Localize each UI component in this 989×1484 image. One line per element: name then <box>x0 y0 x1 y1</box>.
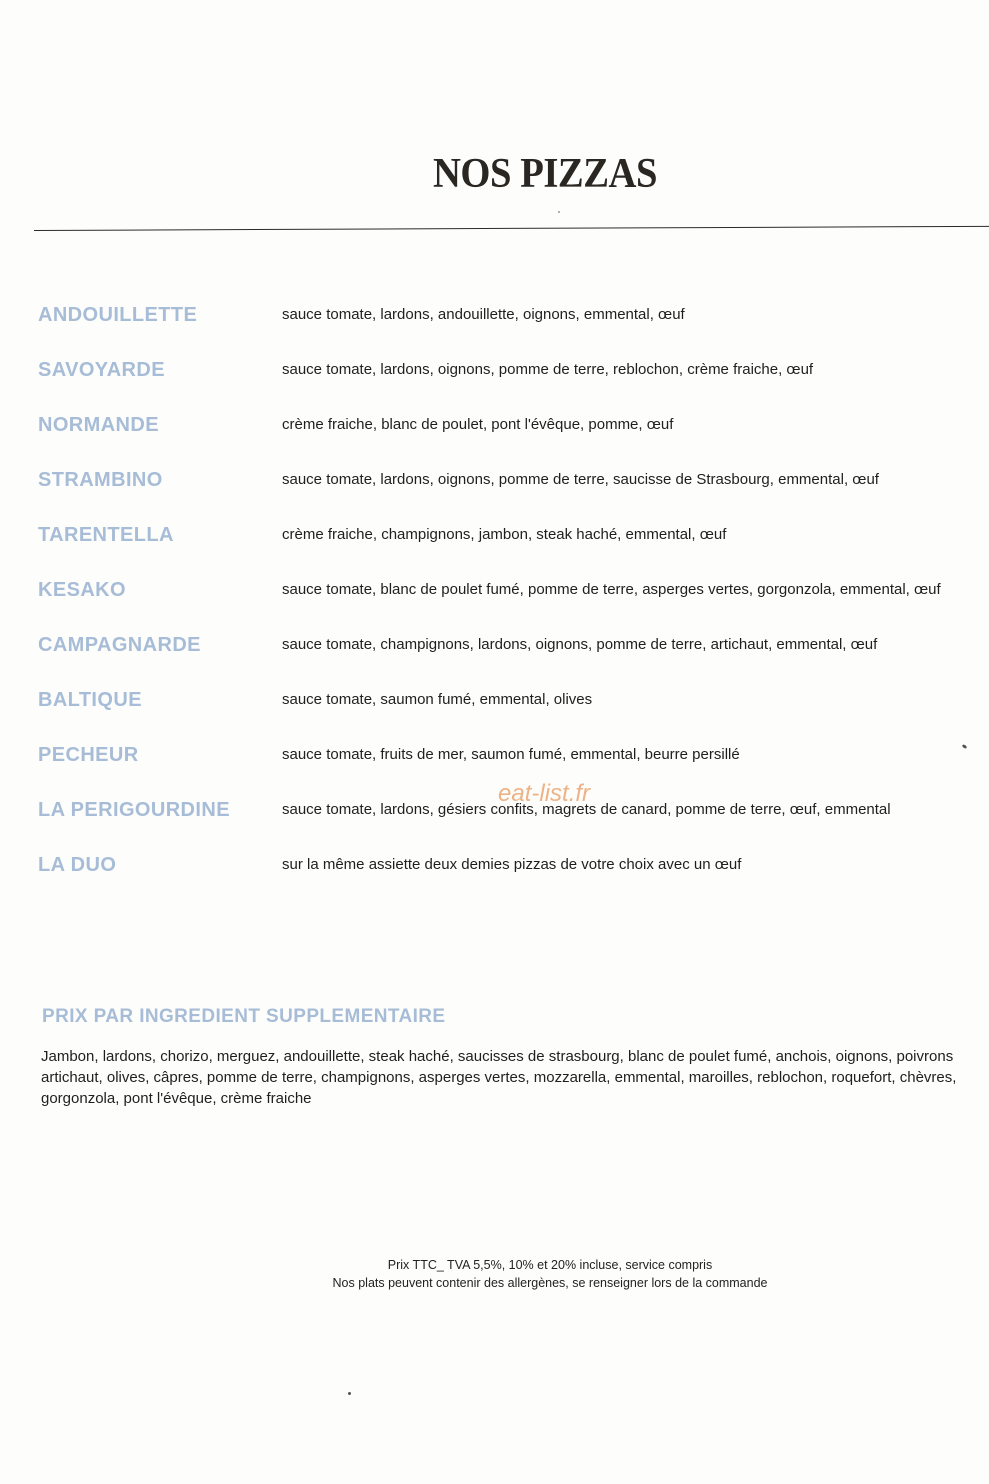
extras-line: artichaut, olives, câpres, pomme de terre, champignons, asperges vertes, mozzarella, emmental, maroilles, reblochon, roquefort, chèvres, <box>41 1069 957 1086</box>
pizza-description: crème fraiche, blanc de poulet, pont l'évêque, pomme, œuf <box>282 416 674 433</box>
menu-item <box>0 465 989 520</box>
title-divider <box>34 226 989 231</box>
page-title: NOS PIZZAS <box>432 151 658 197</box>
menu-item <box>0 355 989 410</box>
menu-item <box>0 795 989 850</box>
menu-item <box>0 520 989 575</box>
pizza-name: KESAKO <box>38 579 126 601</box>
pizza-name: PECHEUR <box>38 744 139 766</box>
pizza-description: sauce tomate, champignons, lardons, oignons, pomme de terre, artichaut, emmental, œuf <box>282 636 878 653</box>
pizza-description: sauce tomate, fruits de mer, saumon fumé, emmental, beurre persillé <box>282 746 740 763</box>
menu-item <box>0 685 989 740</box>
extras-line: Jambon, lardons, chorizo, merguez, andouillette, steak haché, saucisses de strasbourg, blanc de poulet fumé, anchois, oignons, poivrons <box>41 1048 954 1065</box>
menu-item <box>0 740 989 795</box>
pizza-description: sauce tomate, lardons, oignons, pomme de terre, reblochon, crème fraiche, œuf <box>282 361 814 378</box>
pizza-name: BALTIQUE <box>38 689 142 711</box>
watermark: eat-list.fr <box>498 780 591 807</box>
extras-title: PRIX PAR INGREDIENT SUPPLEMENTAIRE <box>42 1006 446 1027</box>
pizza-description: sauce tomate, blanc de poulet fumé, pomme de terre, asperges vertes, gorgonzola, emmental, œuf <box>282 581 941 598</box>
menu-item <box>0 575 989 630</box>
menu-item <box>0 300 989 355</box>
pizza-name: STRAMBINO <box>38 469 163 491</box>
extras-line: gorgonzola, pont l'évêque, crème fraiche <box>41 1090 312 1107</box>
menu-item <box>0 410 989 465</box>
scan-speck <box>558 211 560 213</box>
pizza-name: CAMPAGNARDE <box>38 634 201 656</box>
extras-ingredient-list <box>41 1046 987 1109</box>
pizza-description: sauce tomate, saumon fumé, emmental, olives <box>282 691 593 708</box>
pizza-description: crème fraiche, champignons, jambon, steak haché, emmental, œuf <box>282 526 727 543</box>
menu-item <box>0 630 989 685</box>
pizza-name: SAVOYARDE <box>38 359 165 381</box>
footer-allergen-note: Nos plats peuvent contenir des allergènes, se renseigner lors de la commande <box>332 1276 768 1290</box>
pizza-menu-list <box>0 300 989 905</box>
pizza-name: LA PERIGOURDINE <box>38 799 230 821</box>
pizza-description: sauce tomate, lardons, andouillette, oignons, emmental, œuf <box>282 306 685 323</box>
scan-speck <box>348 1392 351 1395</box>
pizza-name: NORMANDE <box>38 414 159 436</box>
pizza-name: LA DUO <box>38 854 117 876</box>
pizza-name: ANDOUILLETTE <box>38 304 198 326</box>
pizza-description: sur la même assiette deux demies pizzas de votre choix avec un œuf <box>282 856 742 873</box>
pizza-description: sauce tomate, lardons, gésiers confits, magrets de canard, pomme de terre, œuf, emmental <box>282 801 891 818</box>
pizza-name: TARENTELLA <box>38 524 174 546</box>
pizza-description: sauce tomate, lardons, oignons, pomme de terre, saucisse de Strasbourg, emmental, œuf <box>282 471 879 488</box>
menu-item <box>0 850 989 905</box>
footer-notice <box>250 1256 850 1292</box>
footer-price-note: Prix TTC_ TVA 5,5%, 10% et 20% incluse, service compris <box>387 1258 713 1272</box>
